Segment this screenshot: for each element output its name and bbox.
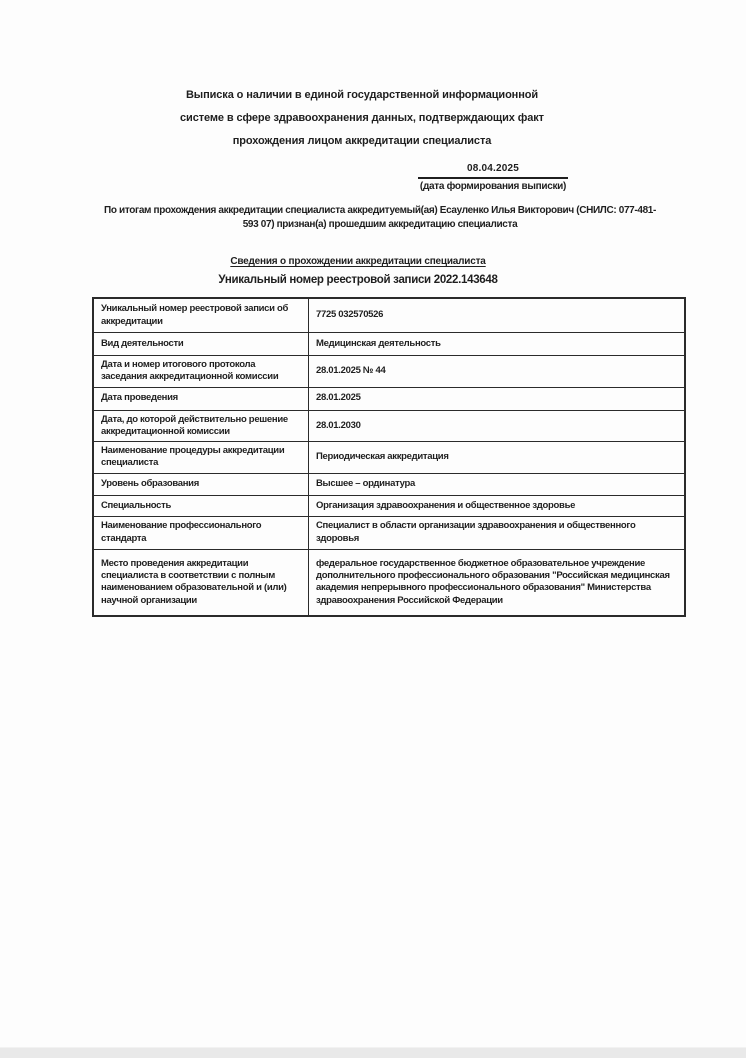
accreditation-table-body [93,298,685,616]
intro-paragraph-line: По итогам прохождения аккредитации специалиста аккредитуемый(ая) Есауленко Илья Викторович (СНИЛС: 077-481- [104,205,656,216]
table-row [93,298,685,333]
table-label-cell: Уровень образования [93,473,309,495]
table-row [93,516,685,549]
table-row [93,387,685,410]
table-label-cell: Дата и номер итогового протокола заседания аккредитационной комиссии [93,356,309,388]
document-title-line: системе в сфере здравоохранения данных, подтверждающих факт [180,112,544,124]
table-row [93,495,685,516]
table-row [93,356,685,388]
document-title-line: прохождения лицом аккредитации специалиста [232,135,492,147]
document-title-line: Выписка о наличии в единой государственной информационной [185,89,539,101]
table-value-cell: 28.01.2025 № 44 [309,356,686,388]
table-label-cell: Наименование профессионального стандарта [93,516,309,549]
table-value-cell: федеральное государственное бюджетное образовательное учреждение дополнительного профессионального образования "Российская медицинская академия непрерывного профессионального образования" Министерства здравоохранения Российской Федерации [309,549,686,616]
table-label-cell: Место проведения аккредитации специалиста в соответствии с полным наименованием образовательной и (или) научной организации [93,549,309,616]
table-label-cell: Вид деятельности [93,333,309,356]
table-value-cell: Периодическая аккредитация [309,442,686,474]
issue-date: 08.04.2025 [418,162,568,179]
table-label-cell: Уникальный номер реестровой записи об аккредитации [93,298,309,333]
table-value-cell: Высшее – ординатура [309,473,686,495]
table-row [93,442,685,474]
table-label-cell: Наименование процедуры аккредитации специалиста [93,442,309,474]
accreditation-table [92,297,686,617]
table-value-cell: 7725 032570526 [309,298,686,333]
table-row [93,473,685,495]
table-row [93,549,685,616]
table-value-cell: Организация здравоохранения и общественное здоровье [309,495,686,516]
table-label-cell: Дата, до которой действительно решение аккредитационной комиссии [93,410,309,442]
table-value-cell: Специалист в области организации здравоохранения и общественного здоровья [309,516,686,549]
issue-date-block [418,162,568,193]
table-value-cell: 28.01.2030 [309,410,686,442]
table-label-cell: Специальность [93,495,309,516]
record-number-heading: Уникальный номер реестровой записи 2022.143648 [218,274,498,286]
bottom-bar [0,1047,746,1058]
table-row [93,333,685,356]
intro-paragraph [70,204,690,232]
section-heading: Сведения о прохождении аккредитации специалиста [230,256,486,267]
intro-paragraph-line: 593 07) признан(а) прошедшим аккредитацию специалиста [242,219,518,230]
table-label-cell: Дата проведения [93,387,309,410]
document-title [0,84,724,153]
table-value-cell: 28.01.2025 [309,387,686,410]
table-value-cell: Медицинская деятельность [309,333,686,356]
issue-date-caption: (дата формирования выписки) [419,181,567,192]
table-row [93,410,685,442]
